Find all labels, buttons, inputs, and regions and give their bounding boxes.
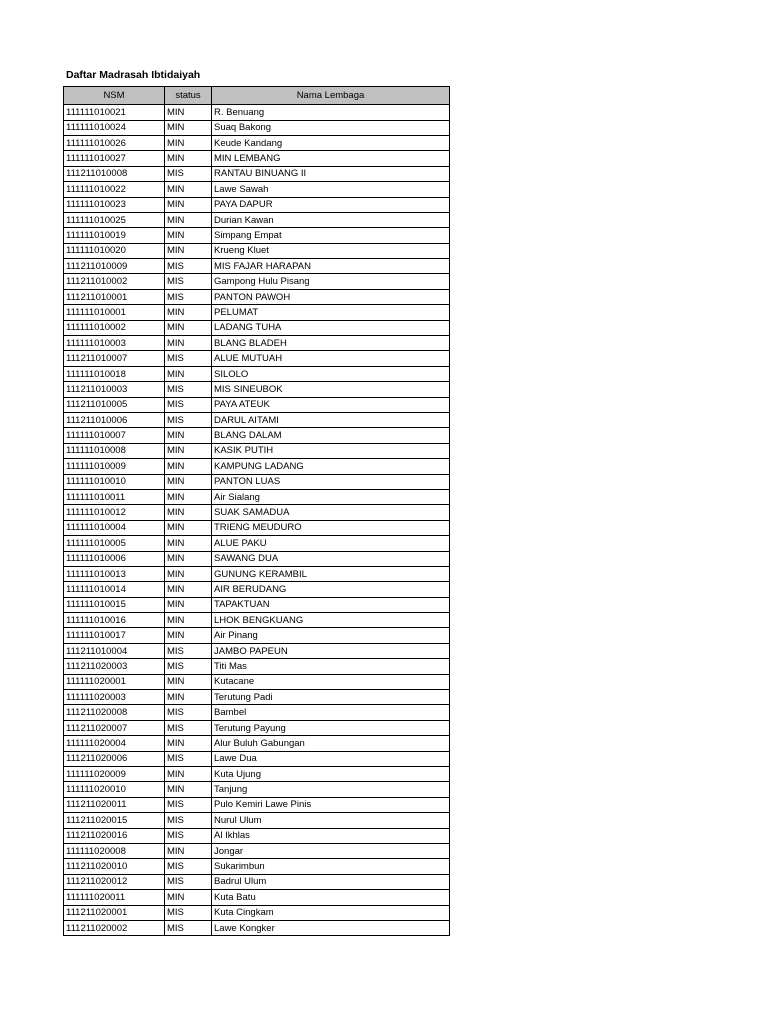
- table-row: [64, 182, 450, 197]
- table-row: [64, 151, 450, 166]
- table-row: [64, 228, 450, 243]
- table-row: [64, 736, 450, 751]
- nama-lembaga-cell: Simpang Empat: [212, 228, 450, 243]
- table-row: [64, 628, 450, 643]
- status-cell: MIN: [165, 443, 212, 458]
- status-cell: MIN: [165, 628, 212, 643]
- nsm-cell: 111111010014: [64, 582, 165, 597]
- table-row: [64, 828, 450, 843]
- nama-lembaga-cell: SILOLO: [212, 366, 450, 381]
- table-row: [64, 105, 450, 120]
- table-row: [64, 305, 450, 320]
- nsm-cell: 111111010020: [64, 243, 165, 258]
- nsm-cell: 111111020003: [64, 690, 165, 705]
- status-cell: MIN: [165, 428, 212, 443]
- status-cell: MIN: [165, 597, 212, 612]
- table-row: [64, 859, 450, 874]
- nsm-cell: 111111020008: [64, 843, 165, 858]
- nama-lembaga-cell: Krueng Kluet: [212, 243, 450, 258]
- status-cell: MIS: [165, 905, 212, 920]
- status-cell: MIN: [165, 489, 212, 504]
- nsm-cell: 111211010001: [64, 289, 165, 304]
- nama-lembaga-cell: Kuta Ujung: [212, 766, 450, 781]
- nama-lembaga-cell: Suaq Bakong: [212, 120, 450, 135]
- table-row: [64, 382, 450, 397]
- nsm-cell: 111111010008: [64, 443, 165, 458]
- nsm-cell: 111111010006: [64, 551, 165, 566]
- table-row: [64, 813, 450, 828]
- nsm-cell: 111111010024: [64, 120, 165, 135]
- status-cell: MIN: [165, 782, 212, 797]
- nama-lembaga-cell: Lawe Dua: [212, 751, 450, 766]
- status-cell: MIN: [165, 843, 212, 858]
- madrasah-table: [63, 86, 450, 936]
- nsm-cell: 111211010007: [64, 351, 165, 366]
- nsm-cell: 111111010018: [64, 366, 165, 381]
- nama-lembaga-cell: LADANG TUHA: [212, 320, 450, 335]
- status-cell: MIN: [165, 228, 212, 243]
- nsm-cell: 111211020008: [64, 705, 165, 720]
- nama-lembaga-cell: Kuta Cingkam: [212, 905, 450, 920]
- table-row: [64, 751, 450, 766]
- table-row: [64, 705, 450, 720]
- nama-lembaga-cell: SAWANG DUA: [212, 551, 450, 566]
- table-row: [64, 613, 450, 628]
- status-cell: MIS: [165, 797, 212, 812]
- table-row: [64, 874, 450, 889]
- nsm-cell: 111111010010: [64, 474, 165, 489]
- status-cell: MIS: [165, 720, 212, 735]
- status-cell: MIN: [165, 520, 212, 535]
- nsm-cell: 111211020016: [64, 828, 165, 843]
- nama-lembaga-cell: BLANG BLADEH: [212, 336, 450, 351]
- status-cell: MIS: [165, 813, 212, 828]
- table-row: [64, 351, 450, 366]
- nama-lembaga-cell: Badrul Ulum: [212, 874, 450, 889]
- status-cell: MIN: [165, 536, 212, 551]
- table-row: [64, 797, 450, 812]
- status-cell: MIN: [165, 120, 212, 135]
- nama-lembaga-cell: ALUE MUTUAH: [212, 351, 450, 366]
- table-row: [64, 474, 450, 489]
- status-cell: MIS: [165, 397, 212, 412]
- nsm-cell: 111211020015: [64, 813, 165, 828]
- status-cell: MIN: [165, 320, 212, 335]
- table-row: [64, 197, 450, 212]
- nama-lembaga-cell: Gampong Hulu Pisang: [212, 274, 450, 289]
- nama-lembaga-cell: DARUL AITAMI: [212, 413, 450, 428]
- nsm-cell: 111111010017: [64, 628, 165, 643]
- nsm-cell: 111211010002: [64, 274, 165, 289]
- status-cell: MIS: [165, 274, 212, 289]
- nama-lembaga-cell: RANTAU BINUANG II: [212, 166, 450, 181]
- status-cell: MIS: [165, 351, 212, 366]
- table-row: [64, 336, 450, 351]
- nama-lembaga-cell: MIN LEMBANG: [212, 151, 450, 166]
- status-cell: MIS: [165, 659, 212, 674]
- nama-lembaga-cell: PANTON LUAS: [212, 474, 450, 489]
- table-row: [64, 920, 450, 935]
- status-cell: MIN: [165, 582, 212, 597]
- status-cell: MIN: [165, 474, 212, 489]
- nama-lembaga-cell: Jongar: [212, 843, 450, 858]
- status-cell: MIS: [165, 874, 212, 889]
- nsm-cell: 111211020007: [64, 720, 165, 735]
- nama-lembaga-cell: Terutung Payung: [212, 720, 450, 735]
- nama-lembaga-cell: PELUMAT: [212, 305, 450, 320]
- nama-lembaga-cell: KASIK PUTIH: [212, 443, 450, 458]
- table-row: [64, 135, 450, 150]
- status-cell: MIN: [165, 613, 212, 628]
- nama-lembaga-cell: SUAK SAMADUA: [212, 505, 450, 520]
- nsm-cell: 111111010025: [64, 212, 165, 227]
- table-row: [64, 243, 450, 258]
- table-row: [64, 643, 450, 658]
- table-row: [64, 690, 450, 705]
- nama-lembaga-cell: PAYA ATEUK: [212, 397, 450, 412]
- table-row: [64, 566, 450, 581]
- nama-lembaga-cell: Lawe Sawah: [212, 182, 450, 197]
- nsm-cell: 111211020006: [64, 751, 165, 766]
- status-cell: MIN: [165, 305, 212, 320]
- nsm-cell: 111211010003: [64, 382, 165, 397]
- table-row: [64, 520, 450, 535]
- nsm-cell: 111111010019: [64, 228, 165, 243]
- nsm-cell: 111111020010: [64, 782, 165, 797]
- nama-lembaga-cell: MIS FAJAR HARAPAN: [212, 259, 450, 274]
- nama-lembaga-cell: Lawe Kongker: [212, 920, 450, 935]
- status-cell: MIN: [165, 243, 212, 258]
- nama-lembaga-cell: PANTON PAWOH: [212, 289, 450, 304]
- nsm-cell: 111211010008: [64, 166, 165, 181]
- nsm-cell: 111111010002: [64, 320, 165, 335]
- column-header-nsm: NSM: [64, 87, 165, 105]
- table-row: [64, 428, 450, 443]
- status-cell: MIS: [165, 859, 212, 874]
- nama-lembaga-cell: R. Benuang: [212, 105, 450, 120]
- nama-lembaga-cell: Pulo Kemiri Lawe Pinis: [212, 797, 450, 812]
- nsm-cell: 111111010012: [64, 505, 165, 520]
- table-row: [64, 597, 450, 612]
- table-row: [64, 782, 450, 797]
- table-row: [64, 843, 450, 858]
- table-body: [64, 105, 450, 936]
- status-cell: MIN: [165, 135, 212, 150]
- table-row: [64, 366, 450, 381]
- status-cell: MIN: [165, 336, 212, 351]
- table-row: [64, 289, 450, 304]
- nama-lembaga-cell: Terutung Padi: [212, 690, 450, 705]
- status-cell: MIN: [165, 674, 212, 689]
- table-row: [64, 443, 450, 458]
- table-row: [64, 720, 450, 735]
- nsm-cell: 111211010009: [64, 259, 165, 274]
- status-cell: MIN: [165, 551, 212, 566]
- table-row: [64, 659, 450, 674]
- status-cell: MIS: [165, 643, 212, 658]
- nama-lembaga-cell: Keude Kandang: [212, 135, 450, 150]
- table-row: [64, 320, 450, 335]
- table-row: [64, 505, 450, 520]
- status-cell: MIN: [165, 182, 212, 197]
- table-row: [64, 766, 450, 781]
- status-cell: MIS: [165, 259, 212, 274]
- status-cell: MIN: [165, 151, 212, 166]
- status-cell: MIN: [165, 197, 212, 212]
- status-cell: MIS: [165, 166, 212, 181]
- nsm-cell: 111111020001: [64, 674, 165, 689]
- table-row: [64, 459, 450, 474]
- nsm-cell: 111111010016: [64, 613, 165, 628]
- nsm-cell: 111211020010: [64, 859, 165, 874]
- nama-lembaga-cell: Sukarimbun: [212, 859, 450, 874]
- nama-lembaga-cell: AIR BERUDANG: [212, 582, 450, 597]
- column-header-nama-lembaga: Nama Lembaga: [212, 87, 450, 105]
- nsm-cell: 111211020012: [64, 874, 165, 889]
- nama-lembaga-cell: Durian Kawan: [212, 212, 450, 227]
- table-row: [64, 413, 450, 428]
- nsm-cell: 111111010022: [64, 182, 165, 197]
- table-row: [64, 674, 450, 689]
- nsm-cell: 111111010027: [64, 151, 165, 166]
- table-row: [64, 551, 450, 566]
- nsm-cell: 111111020011: [64, 890, 165, 905]
- table-row: [64, 890, 450, 905]
- nsm-cell: 111111010009: [64, 459, 165, 474]
- nsm-cell: 111211020002: [64, 920, 165, 935]
- nama-lembaga-cell: LHOK BENGKUANG: [212, 613, 450, 628]
- status-cell: MIN: [165, 105, 212, 120]
- nsm-cell: 111111010007: [64, 428, 165, 443]
- nsm-cell: 111211020011: [64, 797, 165, 812]
- nsm-cell: 111111010023: [64, 197, 165, 212]
- status-cell: MIN: [165, 890, 212, 905]
- nsm-cell: 111211010005: [64, 397, 165, 412]
- nsm-cell: 111111010013: [64, 566, 165, 581]
- nama-lembaga-cell: GUNUNG KERAMBIL: [212, 566, 450, 581]
- status-cell: MIS: [165, 382, 212, 397]
- nama-lembaga-cell: Alur Buluh Gabungan: [212, 736, 450, 751]
- table-row: [64, 212, 450, 227]
- nama-lembaga-cell: TAPAKTUAN: [212, 597, 450, 612]
- status-cell: MIS: [165, 920, 212, 935]
- status-cell: MIN: [165, 566, 212, 581]
- status-cell: MIN: [165, 459, 212, 474]
- column-header-status: status: [165, 87, 212, 105]
- nsm-cell: 111211020001: [64, 905, 165, 920]
- nama-lembaga-cell: TRIENG MEUDURO: [212, 520, 450, 535]
- table-row: [64, 274, 450, 289]
- nama-lembaga-cell: Al Ikhlas: [212, 828, 450, 843]
- nsm-cell: 111111010004: [64, 520, 165, 535]
- table-row: [64, 489, 450, 504]
- nama-lembaga-cell: JAMBO PAPEUN: [212, 643, 450, 658]
- status-cell: MIN: [165, 212, 212, 227]
- status-cell: MIS: [165, 289, 212, 304]
- status-cell: MIN: [165, 766, 212, 781]
- table-row: [64, 536, 450, 551]
- nama-lembaga-cell: Nurul Ulum: [212, 813, 450, 828]
- nsm-cell: 111211020003: [64, 659, 165, 674]
- nama-lembaga-cell: MIS SINEUBOK: [212, 382, 450, 397]
- nsm-cell: 111111010003: [64, 336, 165, 351]
- status-cell: MIS: [165, 413, 212, 428]
- status-cell: MIN: [165, 690, 212, 705]
- status-cell: MIS: [165, 751, 212, 766]
- nama-lembaga-cell: Kutacane: [212, 674, 450, 689]
- nsm-cell: 111111020009: [64, 766, 165, 781]
- nama-lembaga-cell: BLANG DALAM: [212, 428, 450, 443]
- nama-lembaga-cell: KAMPUNG LADANG: [212, 459, 450, 474]
- nama-lembaga-cell: Kuta Batu: [212, 890, 450, 905]
- nama-lembaga-cell: ALUE PAKU: [212, 536, 450, 551]
- status-cell: MIS: [165, 705, 212, 720]
- document-title: Daftar Madrasah Ibtidaiyah: [66, 69, 201, 81]
- nama-lembaga-cell: Tanjung: [212, 782, 450, 797]
- nsm-cell: 111211010004: [64, 643, 165, 658]
- nama-lembaga-cell: Titi Mas: [212, 659, 450, 674]
- nama-lembaga-cell: Bambel: [212, 705, 450, 720]
- status-cell: MIN: [165, 366, 212, 381]
- status-cell: MIS: [165, 828, 212, 843]
- nsm-cell: 111111010026: [64, 135, 165, 150]
- table-row: [64, 905, 450, 920]
- table-row: [64, 397, 450, 412]
- nsm-cell: 111111010015: [64, 597, 165, 612]
- nama-lembaga-cell: PAYA DAPUR: [212, 197, 450, 212]
- table-header-row: [64, 87, 450, 105]
- status-cell: MIN: [165, 505, 212, 520]
- nsm-cell: 111111020004: [64, 736, 165, 751]
- table-row: [64, 582, 450, 597]
- nama-lembaga-cell: Air Sialang: [212, 489, 450, 504]
- nsm-cell: 111111010001: [64, 305, 165, 320]
- nsm-cell: 111211010006: [64, 413, 165, 428]
- table-row: [64, 120, 450, 135]
- nama-lembaga-cell: Air Pinang: [212, 628, 450, 643]
- nsm-cell: 111111010011: [64, 489, 165, 504]
- status-cell: MIN: [165, 736, 212, 751]
- table-row: [64, 259, 450, 274]
- nsm-cell: 111111010021: [64, 105, 165, 120]
- table-row: [64, 166, 450, 181]
- nsm-cell: 111111010005: [64, 536, 165, 551]
